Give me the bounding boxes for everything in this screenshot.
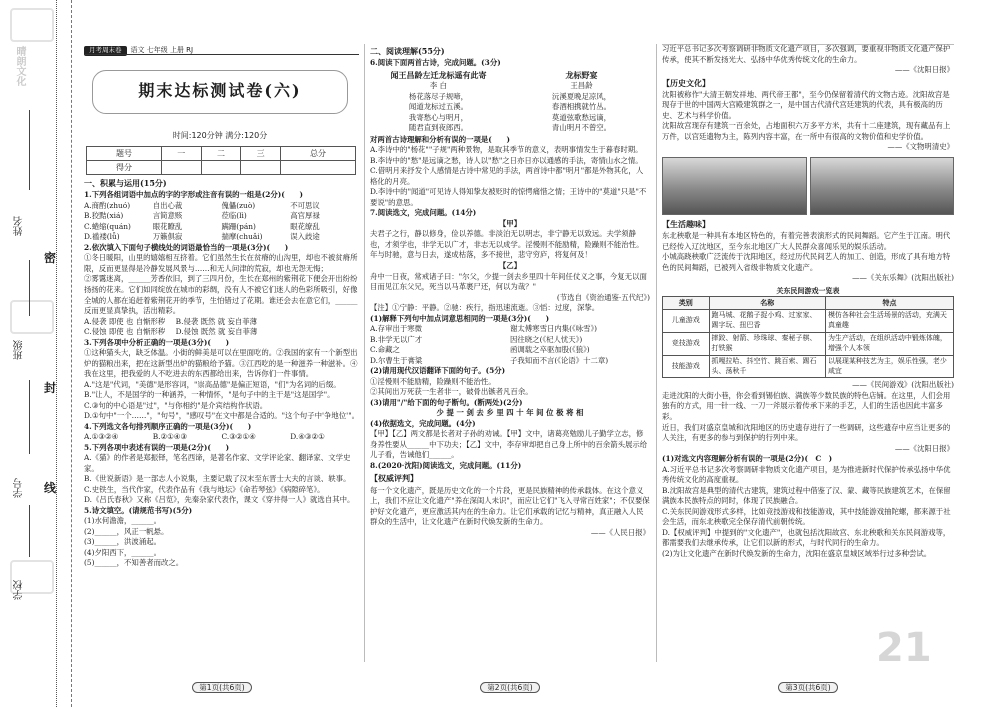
field-number-line[interactable] [29,380,30,454]
score-input-cell[interactable] [161,161,201,175]
section-heading: 【历史文化】 [662,77,710,88]
column-divider [364,44,365,662]
header-meta: 语文 七年级 上册 RJ [130,46,194,54]
question-stem: 1.下列各组词语中加点的字的字形或注音有误的一组是(2分)( ) [84,190,304,200]
option-text: 谢太傅寒雪日内集(《咏雪》) [510,324,598,334]
passage-label: 【乙】 [498,261,522,270]
question-text: 小城高跷秧歌广泛流传于沈阳地区，经过历代民间艺人的加工、创造，形成了具有地方特色的民间舞蹈，已被列入省级非物质文化遗产。 [662,252,951,272]
option-text: 误入歧途 [290,232,320,242]
option-text: 言简意赅 [152,211,183,221]
page-number: 第1页(共6页) [192,682,251,693]
question-stem: (1)对选文内容理解分析有误的一项是(2分)( C ) [662,454,833,464]
poem-line: 闻道龙标过五溪。 [408,102,469,112]
option-text: A.侵袭 即使 也 自惭形秽 [84,316,166,326]
option-row [84,201,359,212]
score-row-values [87,161,356,175]
option-text: 眼花缭乱 [290,221,320,231]
poem-line: 青山明月不曾空。 [551,123,612,133]
corner-page-mark: 21 [876,625,932,671]
question-text: 舟中一日夜，常戒诸子曰："尔父，少提一剑去乡里四十年间任仗义之事，今复无以面目而见江东父兄，死当以马革裹尸还，何以为哉？" [370,271,647,292]
header-badge: 月考周末卷 [84,46,127,55]
question-text: 夫君子之行，静以修身，俭以养德。非淡泊无以明志，非宁静无以致远。夫学须静也，才须学也，非学无以广才，非志无以成学。淫慢则不能励精，险躁则不能治性。年与时驰，意与日去，遂成枯落，多不接世，悲守穷庐，将复何及！ [370,229,644,260]
option-text: 万籁俱寂 [152,232,183,242]
option-row [84,211,359,222]
poem-line: 沅溪夏晚足凉风， [551,91,612,101]
option-row [84,317,359,328]
source-citation: ——《人民日报》 [590,527,650,537]
option-row [84,232,359,243]
poem-title: 龙标野宴 [565,69,598,80]
question-stem: (3)请用"/"给下面的句子断句。(断两处)(2分) [370,397,523,407]
score-row-head [87,147,356,161]
field-class-line[interactable] [29,260,30,316]
exam-subtitle: 时间:120分钟 满分:120分 [172,131,268,140]
question-text: D.【权威评判】中提到的"文化遗产"，也就包括沈阳故宫、东北秧歌和关东民间游戏等，都需要我们去继承传承，让它们以新的形式，与时代同行的生命力。 [662,527,951,548]
section-heading: 二、阅读理解(55分) [370,46,445,56]
question-text: C.史铁生，当代作家，代表作品有《我与地坛》《命若琴弦》《病隙碎笔》。 [84,484,325,494]
poem-line: 随君直到夜郎西。 [408,123,469,133]
question-text: ②其间出万死获一生者非一，破骨出镞者凡百余。 [370,387,533,397]
score-input-cell[interactable] [281,161,356,175]
question-stem: 6.阅读下面两首古诗，完成问题。(3分) [370,58,501,68]
question-text: B.《世说新语》是一部志人小说集，主要记载了汉末至东晋士大夫的言谈、轶事。 [84,474,351,484]
option-row [370,356,650,367]
option-row [370,335,650,346]
question-text: D.《吕氏春秋》又称《吕览》，先秦杂家代表作，课文《穿井得一人》就选自其中。 [84,495,355,505]
page-number: 第3页(共6页) [778,682,837,693]
question-text: ①这种猫头大，缺乏体温。小街的鲜美是可以在里面吃的。②我国的家有一个新型出炉的猫粮出来，把在这新型出炉的猫粮给予猫。③江西吃的是一种滋养一种滋补。④我在这里，把我爱的人不吃进去的东西都给出来，告诉你们一件事情。 [84,348,358,379]
score-cell: 二 [201,147,241,161]
palace-hall-photo [810,157,955,215]
option-text: C.蜷缩(quán) [84,221,131,231]
question-text: A.习近平总书记多次考察调研非物质文化遗产项目，是为推进新时代保护传承弘扬中华优秀传统文化的高度重视。 [662,464,951,485]
folk-table-row [663,332,954,355]
option-text: 不可思议 [290,200,320,210]
option-text: 莅临(lì) [221,211,247,221]
question-text: ②雾霭迷离，______芳香依旧，到了三四月份，生长在郑州的紫荆花下便会开出纷纷扬扬的花来。它们如同绽放在城市的彩绸，没有人不被它们迷人的色彩所吸引，好像全城的人都在追赶着紫荆花开的季节，生怕错过了花期。谁还会去在意它们，______反而更显真挚执，活出精彩。 [84,274,358,316]
question-text: (1)水何澹澹，______。 [84,516,161,526]
cut-word-seal: 密 [44,251,58,265]
poem-line: 莫道弦歌愁远谪， [551,112,612,122]
option-text: 自出心裁 [152,200,183,210]
question-stem: 对两首古诗理解和分析有误的一项是( ) [370,134,511,144]
question-text: 沈阳被称作"大清王朝发祥地、两代帝王都"，至今仍保留着清代的文物古迹。沈阳故宫是现存于世的中国两大宫殿建筑群之一，是中国古代清代宫廷建筑的代表，具有极高的历史、艺术与科学价值。 [662,89,950,120]
option-text: A.存审出于寒微 [370,324,423,334]
column-2 [370,44,650,664]
option-text: D.褴褛(lǚ) [84,232,120,242]
option-text: 子我知而不言(《论语》十二章) [510,355,609,365]
option-text: 眼花瞭乱 [152,221,183,231]
question-stem: 5.下列各项中表述有误的一项是(2分)( ) [84,442,230,452]
option-text: 傀儡(zuò) [221,200,256,210]
option-text: A.商酌(zhuó) [84,200,131,210]
folk-td: 抓嘎拉哈、抖空竹、跳百索、踢石头、荡秋千 [709,355,825,378]
question-text: 【注】①宁静：平静。②驰：疾行，指迅速流逝。③慆：过度，深挚。 [370,303,600,313]
source-citation: ——《文物明清史》 [887,142,954,152]
option-text: C.③②①④ [221,432,256,442]
option-text: B.侵袭 既然 就 妄自菲薄 [175,316,258,326]
poem-line: 春酒相携就竹丛。 [551,102,612,112]
cut-word-line: 线 [44,481,58,495]
binding-strip [0,0,72,707]
question-text: ①淫慢则不能励精，险躁则不能治性。 [370,376,496,386]
field-name: 姓名 [14,216,25,236]
source-citation: ——《沈阳日报》 [894,443,954,453]
page-footer-3 [758,683,858,694]
poem-line: 我寄愁心与明月， [408,112,469,122]
question-text: 沈阳故宫现存有建筑一百余处，占地面积六万多平方米，共有十二座建筑，现有藏品有上万件，以宫廷遗物为主，陈列内容丰富，在一所中有很高的文物价值和史学价值。 [662,121,951,141]
folk-td: 以展现某种技艺为主，娱乐性强，老少咸宜 [825,355,953,378]
page-title: 期末达标测试卷(六) [138,81,302,100]
column-1 [84,176,359,676]
option-row [84,327,359,338]
option-text [267,327,359,338]
folk-td: 摔跤、射箭、珍珠球、秦秘子棋、打铁猴 [709,332,825,355]
score-table [86,146,356,175]
folk-th: 名称 [709,296,825,309]
poem-author: 李 白 [429,81,448,91]
question-stem: 4.下列选文各句排列顺序正确的一项是(3分)( ) [84,421,252,431]
option-text: 函调载之卒驱加股(《狼》) [510,345,590,355]
option-text: D.侵蚀 既然 就 妄自菲薄 [175,327,258,337]
option-row [84,432,359,443]
question-text: 近日，我们对盛京皇城和沈阳地区的历史遗存进行了一些调研，这些遗存中应当让更多的人关注，有更多的参与到保护的行列中来。 [662,422,951,443]
question-text: C.关东民间游戏形式多样，比如竞技游戏和技能游戏，其中技能游戏抽陀螺，都来源于社会生活，而东北秧歌完全保存清代前朝传统。 [662,506,951,527]
question-stem: (4)依据选文，完成问题。(4分) [370,418,476,428]
source-citation: ——《民间游戏》(沈阳出版社) [852,380,954,390]
question-text: (3)______，洪波涌起。 [84,537,161,547]
question-text: D.李诗中的"闻道"可见诗人得知挚友被贬时的惊愕痛惜之情；王诗中的"莫道"只是"不要说"的意思。 [370,187,647,207]
score-cell: 题号 [87,147,162,161]
poem-line: 杨花落尽子规啼， [408,91,469,101]
folk-table-head [663,296,954,309]
palace-aerial-photo [662,157,807,215]
question-stem: 5.诗文填空。(请规范书写)(5分) [84,505,193,515]
score-input-cell[interactable] [201,161,241,175]
source-citation: (节选自《资治通鉴·五代纪》) [556,292,650,302]
option-text: D.④③②① [290,432,325,442]
question-text: (2)______，风正一帆悬。 [84,526,169,536]
field-number: 学号 [14,478,25,498]
option-row [370,345,650,356]
field-school: 学校 [14,580,25,600]
question-text: 【甲】【乙】两文都是长者对子孙的劝诫。【甲】文中，诸葛亮勉励儿子勤学立志，修身养性要从______中下功夫；【乙】文中，李存审却把自己身上所中的百余箭头展示给儿子看，告诫他们______。 [370,429,648,460]
question-stem: 2.依次填入下面句子横线处的词语最恰当的一项是(3分)( ) [84,242,289,252]
page-footer-1 [172,683,272,694]
folk-td: 技能游戏 [663,355,710,378]
field-name-line[interactable] [29,110,30,190]
option-text: B.非学无以广才 [370,334,423,344]
question-text: B."让人，不是国学的一种涵养，一种情怀，"是句子中的主干是"这是国学"。 [84,390,335,400]
question-text: D.①句中"一个……"，"句号"，"感叹号"在文中都是合适的。"这个句子中'争地位'"。 [84,411,359,421]
option-text: 揣摩(chuǎi) [221,232,263,242]
question-stem: 8.(2020·沈阳)阅读选文，完成问题。(11分) [370,460,522,470]
score-cell: 一 [161,147,201,161]
question-text: A.《猫》的作者是郑振铎，笔名西谛，是著名作家、文学评论家、翻译家、文学史家。 [84,453,351,473]
option-text: C.侵蚀 即使 也 自惭形秽 [84,327,166,337]
option-text [267,317,359,328]
question-text: C.③句的中心语是"过"，"与你相约"是介宾结构作状语。 [84,400,268,410]
watermark-book-icon [10,8,54,42]
folk-td: 儿童游戏 [663,309,710,332]
question-stem: (1)解释下列句中加点词意思相同的一项是(3分)( ) [370,313,550,323]
field-class: 班级 [14,340,25,360]
poem-wang-changling [513,70,650,134]
folk-table-row [663,355,954,378]
cut-word-close: 封 [44,381,58,395]
folk-td: 竞技游戏 [663,332,710,355]
header-rule [84,54,359,55]
poem-title: 闻王昌龄左迁龙标遥有此寄 [390,69,487,80]
question-text: ①冬日暖阳，山里的嬉嬉相互挤着。它们虽然生长在贫瘠的山沟里，却也不被贫瘠所限，反而更显得是冷静发展风景与……和无人问津的荒寂，却也无怨无悔； [84,253,358,273]
score-cell: 得分 [87,161,162,175]
question-text: B.李诗中的"愁"是远谪之愁，诗人以"愁"之日亦日亦以通感的手法，寄情山水之情。 [370,155,643,165]
folk-td: 为生产活动，在组织活动中锻炼体魄，增强个人本领 [825,332,953,355]
question-text: 每一个文化遗产，既是历史文化的一个片段，更是民族精神的传承载体。在这个意义上，我们不应让文化遗产"养在深闺人未识"，而应让它们"飞入寻常百姓家"；不仅要保护好文化遗产，更应激活其内在的生命力。让它们承载的记忆与精神，真正融入人民群众的生活中，让文化遗产在新时代焕发新的生命力。 [370,485,650,527]
source-citation: ——《关东乐舞》(沈阳出版社) [852,273,954,283]
question-stem: (2)请用现代汉语翻译下面的句子。(5分) [370,366,506,376]
option-row [370,324,650,335]
folk-table-caption: 关东民间游戏一览表 [776,285,840,295]
question-text: (5)______，不知善者而改之。 [84,558,184,568]
passage-label: 少 提 一 剑 去 乡 里 四 十 年 间 位 极 将 相 [436,408,584,418]
page-number: 第2页(共6页) [480,682,539,693]
question-text: 走进沈阳的大街小巷，你会看到锡伯族、满族等少数民族的特色店铺。在这里，人们会用独有的方式，用一针一线、一刀一斧展示着传承下来的手艺，人们的生活也因此丰富多彩。 [662,390,951,421]
column-3 [662,44,954,664]
section-heading: 【权威评判】 [370,473,418,484]
question-text: 东北秧歌是一种具有本地区特色的，有着完善表演形式的民间舞蹈。它产生于江南。明代已经传入辽沈地区，至今东北地区广大人民群众喜闻乐见的娱乐活动。 [662,231,951,251]
question-text: 习近平总书记多次考察调研非物质文化遗产项目，多次强调，要重视非物质文化遗产保护传承，使其不断发扬光大、弘扬中华优秀传统文化的生命力。 [662,44,951,64]
field-school-line[interactable] [29,505,30,557]
question-text: A.李诗中的"杨花""子规"两种景物，是取其季节的意义，表明事情发生于暮春时期。 [370,145,643,155]
section-heading: 【生活趣味】 [662,219,710,229]
question-text: C.借明月来抒发个人感情是古诗中常见的手法，两首诗中都"明月"都是外物其化，人格化的月亮。 [370,166,644,186]
folk-td: 跑马城、花鹅子捉小鸡、过家家、踢字玩、扭巴香 [709,309,825,332]
source-citation: ——《沈阳日报》 [894,65,954,75]
question-stem: 3.下列各项中分析正确的一项是(3分)( ) [84,337,230,347]
folk-td: 模仿各种社会生活场景的活动，充满天真童趣 [825,309,953,332]
folk-games-table [662,286,954,379]
page-footer-2 [460,683,560,694]
folk-table-row [663,309,954,332]
cut-line [56,0,57,707]
watermark-text: 晴朗文化 [14,46,25,86]
question-text: (4)夕阳西下，______。 [84,547,161,557]
score-cell: 三 [241,147,281,161]
option-text: 高官厚禄 [290,211,320,221]
column-divider [656,44,657,662]
section-heading: 一、积累与运用(15分) [84,178,167,188]
option-text: 蹒跚(pán) [221,221,256,231]
option-text: B.②①④③ [152,432,188,442]
folk-th: 特点 [825,296,953,309]
passage-label: 【甲】 [498,218,522,228]
option-text: A.①③②④ [84,432,119,442]
option-text: C.命藏之 [370,345,400,355]
option-row [84,222,359,233]
poem-author: 王昌龄 [570,81,593,91]
option-text: B.狡黠(xiá) [84,211,124,221]
question-text: A."这是"代词，"美德"是形容词，"崇高品德"是偏正短语，"们"为名词的后缀。 [84,379,341,389]
question-text: B.沈阳故宫是典型的清代古建筑，建筑过程中借鉴了汉、蒙、藏等民族建筑艺术，在保留满族本民族特点的同时，体现了民族融合。 [662,485,951,506]
option-text: D.尔曹生于膏粱 [370,355,423,365]
question-text: (2)为让文化遗产在新时代焕发新的生命力，沈阳在盛京皇城区域举行过多种尝试。 [662,548,932,558]
score-cell: 总分 [281,147,356,161]
poem-pair [370,70,650,134]
score-input-cell[interactable] [241,161,281,175]
option-text: 因往晓之(《杞人忧天》) [510,334,583,344]
question-stem: 7.阅读选文，完成问题。(14分) [370,208,477,218]
shenyang-palace-photos [662,157,954,215]
folk-th: 类别 [663,296,710,309]
poem-li-bai [370,70,507,134]
